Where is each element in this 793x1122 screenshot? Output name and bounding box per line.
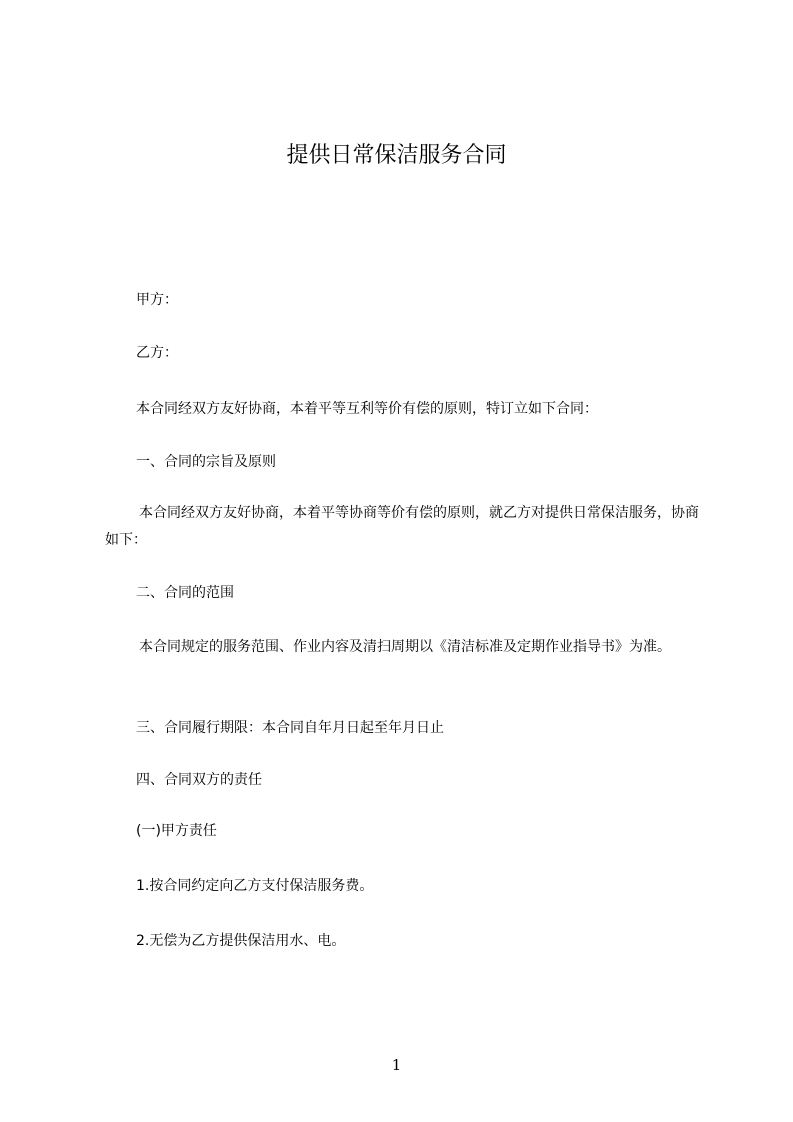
section-body-purpose: 本合同经双方友好协商，本着平等协商等价有偿的原则，就乙方对提供日常保洁服务，协商如下： <box>105 505 699 548</box>
party-b-label: 乙方： <box>136 345 178 361</box>
section-heading-responsibilities: 四、合同双方的责任 <box>136 772 262 788</box>
subsection-heading-party-a: (一)甲方责任 <box>136 823 217 839</box>
list-item: 2.无偿为乙方提供保洁用水、电。 <box>136 933 346 949</box>
list-item: 1.按合同约定向乙方支付保洁服务费。 <box>136 878 374 894</box>
section-heading-term: 三、合同履行期限：本合同自年月日起至年月日止 <box>136 720 444 736</box>
section-body-scope: 本合同规定的服务范围、作业内容及清扫周期以《清洁标准及定期作业指导书》为准。 <box>139 639 671 655</box>
party-a-label: 甲方： <box>136 292 178 308</box>
section-heading-scope: 二、合同的范围 <box>136 585 234 601</box>
preamble: 本合同经双方友好协商，本着平等互利等价有偿的原则，特订立如下合同： <box>136 401 598 417</box>
page-number: 1 <box>391 1056 402 1074</box>
section-heading-purpose: 一、合同的宗旨及原则 <box>136 454 276 470</box>
document-title: 提供日常保洁服务合同 <box>286 143 507 168</box>
